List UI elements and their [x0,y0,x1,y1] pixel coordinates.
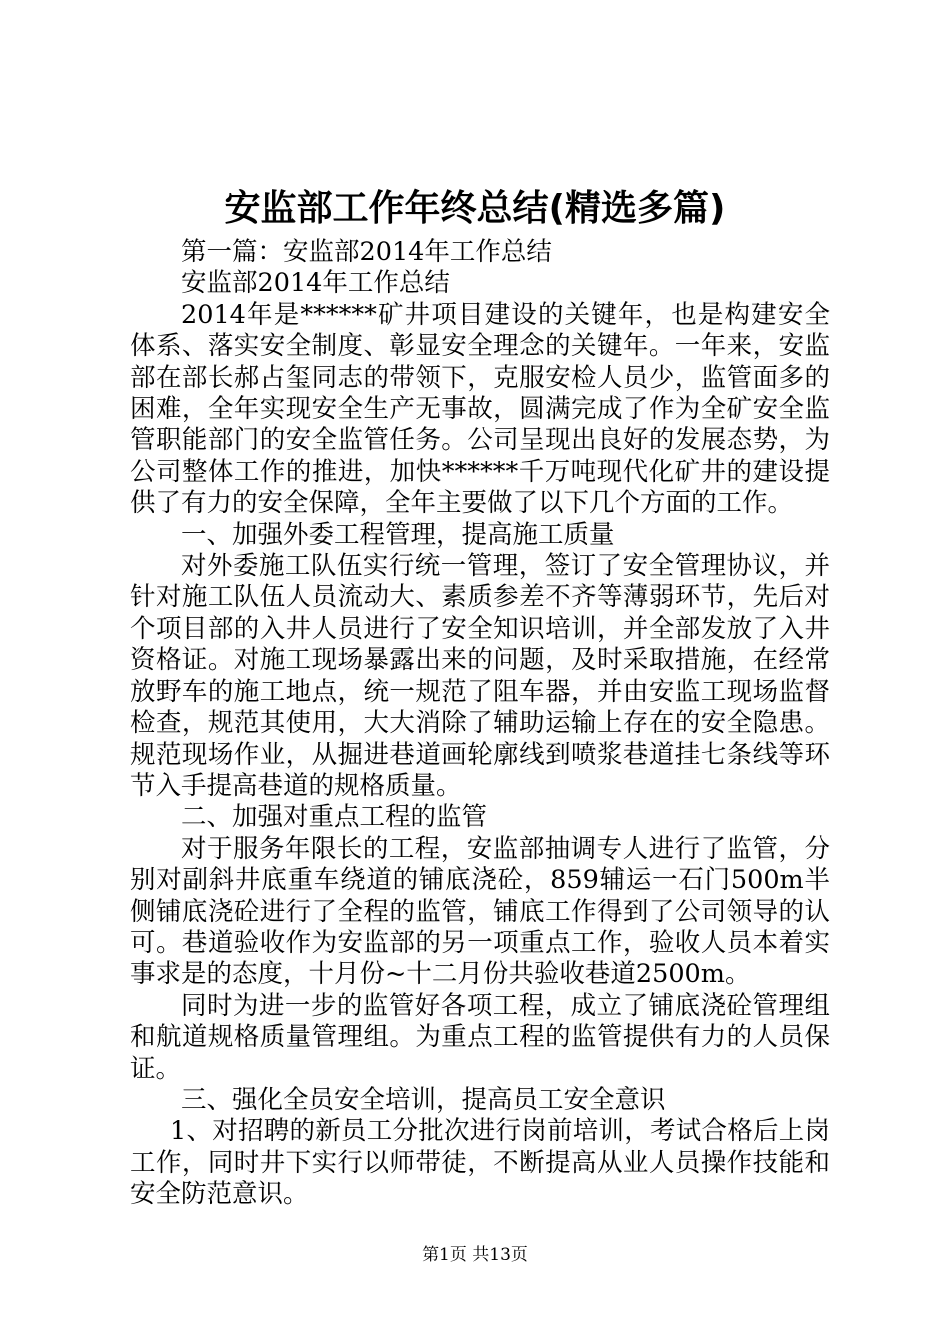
section-heading-part-one: 第一篇：安监部2014年工作总结 [181,237,552,267]
section-heading-one: 一、加强外委工程管理，提高施工质量 [181,519,615,550]
document-title: 安监部工作年终总结(精选多篇) [224,188,726,229]
section-one-paragraph: 对外委施工队伍实行统一管理，签订了安全管理协议，并针对施工队伍人员流动大、素质参差不齐等薄弱环节，先后对个项目部的入井人员进行了安全知识培训，并全部发放了入井资格证。对施工现场暴露出来的问题，及时采取措施，在经常放野车的施工地点，统一规范了阻车器，并由安监工现场监督检查，规范其使用，大大消除了辅助运输上存在的安全隐患。规范现场作业，从掘进巷道画轮廓线到喷浆巷道挂七条线等环节入手提高巷道的规格质量。 [130,551,830,801]
intro-paragraph: 2014年是******矿井项目建设的关键年，也是构建安全体系、落实安全制度、彰显安全理念的关键年。一年来，安监部在部长郝占玺同志的带领下，克服安检人员少，监管面多的困难，全年实现安全生产无事故，圆满完成了作为全矿安全监管职能部门的安全监管任务。公司呈现出良好的发展态势，为公司整体工作的推进，加快******千万吨现代化矿井的建设提供了有力的安全保障，全年主要做了以下几个方面的工作。 [130,299,830,519]
section-two-followup-paragraph: 同时为进一步的监管好各项工程，成立了铺底浇砼管理组和航道规格质量管理组。为重点工程的监管提供有力的人员保证。 [130,990,830,1084]
section-three-item-one: 1、对招聘的新员工分批次进行岗前培训，考试合格后上岗工作，同时井下实行以师带徒，不断提高从业人员操作技能和安全防范意识。 [130,1116,830,1210]
section-heading-two: 二、加强对重点工程的监管 [181,802,488,833]
document-body [130,237,830,1211]
section-two-paragraph: 对于服务年限长的工程，安监部抽调专人进行了监管，分别对副斜井底重车绕道的铺底浇砼，859辅运一石门500m半侧铺底浇砼进行了全程的监管，铺底工作得到了公司领导的认可。巷道验收作为安监部的另一项重点工作，验收人员本着实事求是的态度，十月份~十二月份共验收巷道2500m。 [130,833,830,990]
section-heading-three: 三、强化全员安全培训，提高员工安全意识 [181,1084,666,1115]
report-subtitle: 安监部2014年工作总结 [181,268,450,299]
page-number-footer: 第1页 共13页 [422,1245,528,1265]
